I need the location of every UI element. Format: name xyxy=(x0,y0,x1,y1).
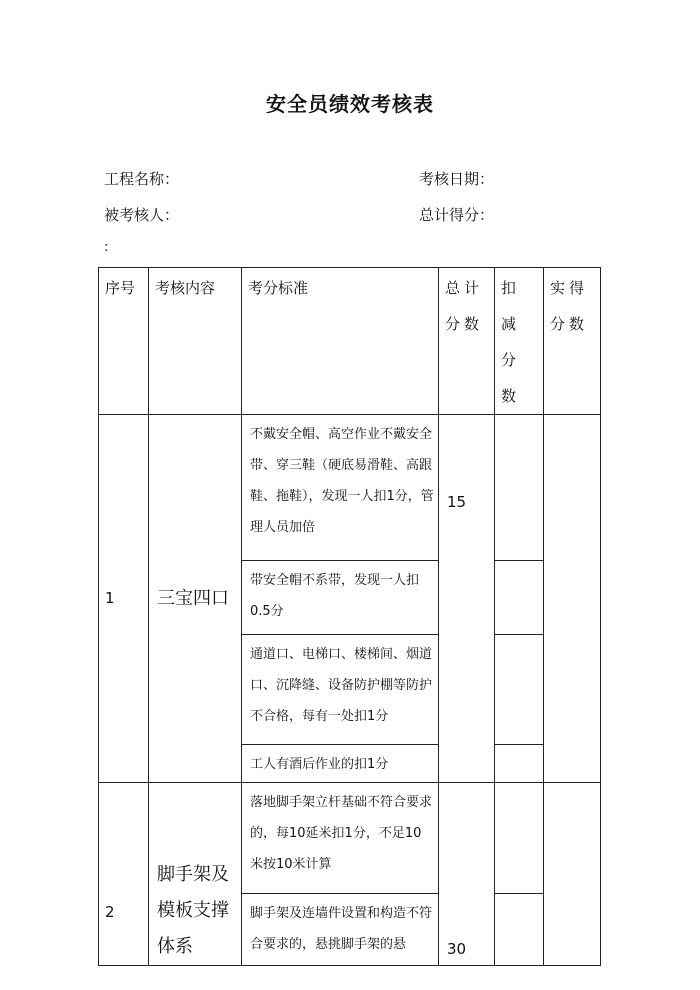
criterion-text: 脚手架及连墙件设置和构造不符合要求的，悬挑脚手架的悬 xyxy=(242,893,439,965)
deduct-score-cell[interactable] xyxy=(495,561,544,635)
actual-score-cell[interactable] xyxy=(544,415,601,783)
header-deduct: 扣减分数 xyxy=(495,268,544,415)
section-index: 2 xyxy=(99,783,149,966)
assess-date-label: 考核日期： xyxy=(419,170,495,188)
criterion-text: 不戴安全帽、高空作业不戴安全带、穿三鞋（硬底易滑鞋、高跟鞋、拖鞋），发现一人扣1分，管理人员加倍 xyxy=(242,415,439,561)
header-index: 序号 xyxy=(99,268,149,415)
deduct-score-cell[interactable] xyxy=(495,893,544,965)
section-content: 脚手架及模板支撑体系 xyxy=(149,783,242,966)
table-row xyxy=(99,783,601,894)
section-content: 三宝四口 xyxy=(149,415,242,783)
deduct-score-cell[interactable] xyxy=(495,635,544,745)
criterion-text: 通道口、电梯口、楼梯间、烟道口、沉降缝、设备防护棚等防护不合格，每有一处扣1分 xyxy=(242,635,439,745)
actual-score-cell[interactable] xyxy=(544,783,601,966)
header-content: 考核内容 xyxy=(149,268,242,415)
total-score-label: 总计得分： xyxy=(419,206,495,224)
deduct-score-cell[interactable] xyxy=(495,745,544,783)
criterion-text: 带安全帽不系带，发现一人扣0.5分 xyxy=(242,561,439,635)
section-total-score: 15 xyxy=(439,415,495,783)
deduct-score-cell[interactable] xyxy=(495,415,544,561)
header-total: 总计分数 xyxy=(439,268,495,415)
table-row xyxy=(99,415,601,561)
assessee-label: 被考核人： xyxy=(104,206,180,224)
table-header-row xyxy=(99,268,601,415)
criterion-text: 落地脚手架立杆基础不符合要求的，每10延米扣1分，不足10米按10米计算 xyxy=(242,783,439,894)
stray-colon: : xyxy=(104,240,109,255)
section-index: 1 xyxy=(99,415,149,783)
document-title: 安全员绩效考核表 xyxy=(266,92,434,116)
criterion-text: 工人有酒后作业的扣1分 xyxy=(242,745,439,783)
deduct-score-cell[interactable] xyxy=(495,783,544,894)
section-total-score: 30 xyxy=(439,783,495,966)
assessment-table xyxy=(98,267,601,966)
header-actual: 实得分数 xyxy=(544,268,601,415)
header-criteria: 考分标准 xyxy=(242,268,439,415)
project-name-label: 工程名称： xyxy=(104,170,180,188)
